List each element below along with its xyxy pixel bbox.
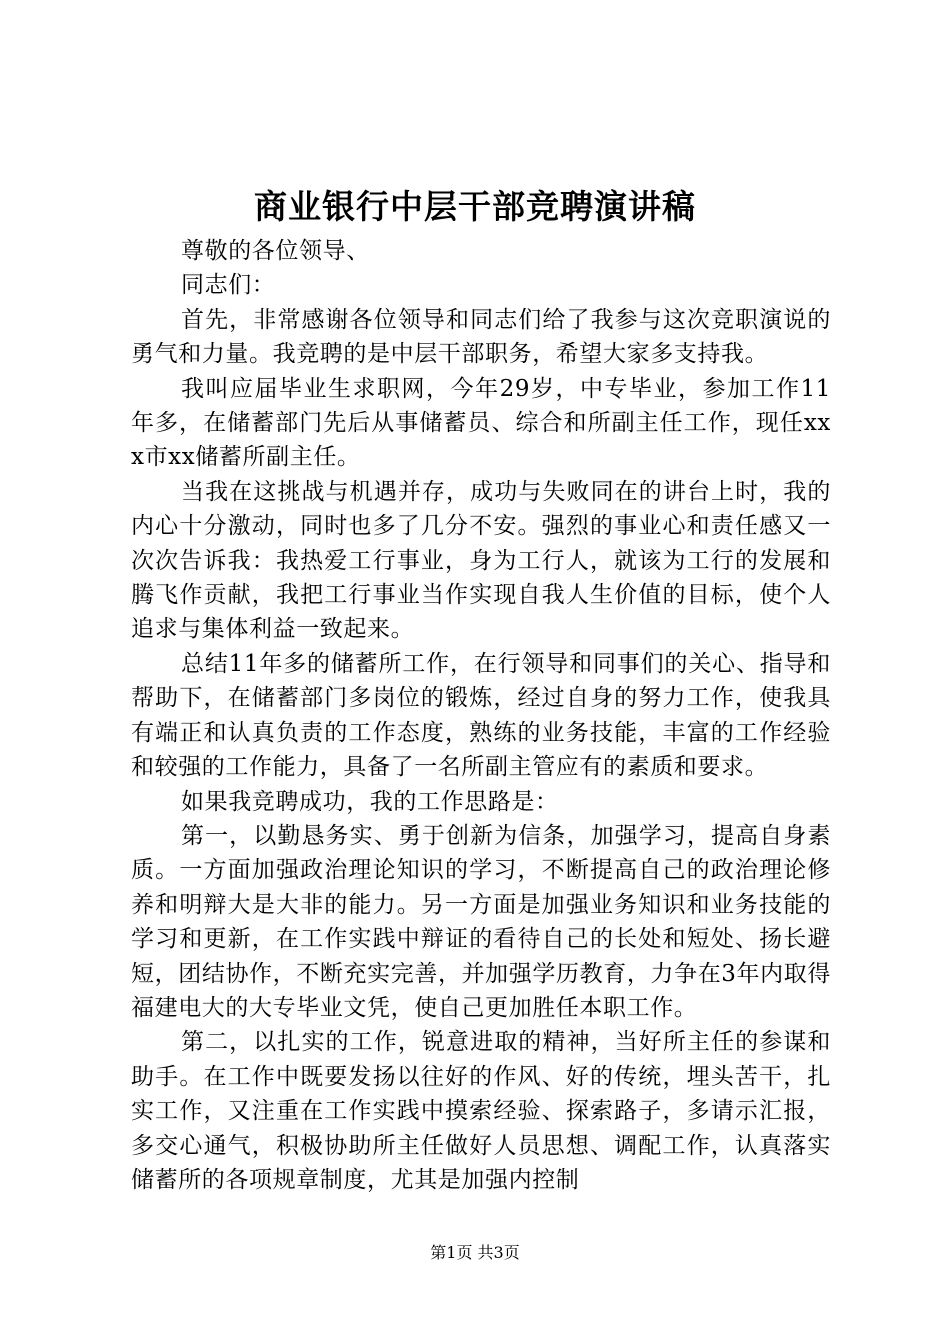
body-paragraph: 总结11年多的储蓄所工作，在行领导和同事们的关心、指导和帮助下，在储蓄部门多岗位的锻炼，经过自身的努力工作，使我具有端正和认真负责的工作态度，熟练的业务技能，丰富的工作经验和较强的工作能力，具备了一名所副主管应有的素质和要求。 [131,650,831,781]
body-paragraph: 第二，以扎实的工作，锐意进取的精神，当好所主任的参谋和助手。在工作中既要发扬以往好的作风、好的传统，埋头苦干，扎实工作，又注重在工作实践中摸索经验、探索路子，多请示汇报，多交心通气，积极协助所主任做好人员思想、调配工作，认真落实储蓄所的各项规章制度，尤其是加强内控制 [131,1029,831,1193]
page-number-footer: 第1页 共3页 [430,1243,520,1262]
body-paragraph: 当我在这挑战与机遇并存，成功与失败同在的讲台上时，我的内心十分激动，同时也多了几分不安。强烈的事业心和责任感又一次次告诉我：我热爱工行事业，身为工行人，就该为工行的发展和腾飞作贡献，我把工行事业当作实现自我人生价值的目标，使个人追求与集体利益一致起来。 [131,478,831,643]
body-paragraph: 首先，非常感谢各位领导和同志们给了我参与这次竞职演说的勇气和力量。我竞聘的是中层干部职务，希望大家多支持我。 [131,306,831,368]
body-paragraph: 第一，以勤恳务实、勇于创新为信条，加强学习，提高自身素质。一方面加强政治理论知识的学习，不断提高自己的政治理论修养和明辩大是大非的能力。另一方面是加强业务知识和业务技能的学习和更新，在工作实践中辩证的看待自己的长处和短处、扬长避短，团结协作，不断充实完善，并加强学历教育，力争在3年内取得福建电大的大专毕业文凭，使自己更加胜任本职工作。 [131,822,831,1021]
body-paragraph: 我叫应届毕业生求职网，今年29岁，中专毕业，参加工作11年多，在储蓄部门先后从事储蓄员、综合和所副主任工作，现任xxx市xx储蓄所副主任。 [131,375,831,471]
document-title: 商业银行中层干部竞聘演讲稿 [254,187,696,226]
salutation-line: 尊敬的各位领导、 [181,238,370,264]
salutation-line: 同志们： [181,272,276,299]
body-paragraph: 如果我竞聘成功，我的工作思路是： [181,788,559,815]
document-body [131,234,831,1197]
